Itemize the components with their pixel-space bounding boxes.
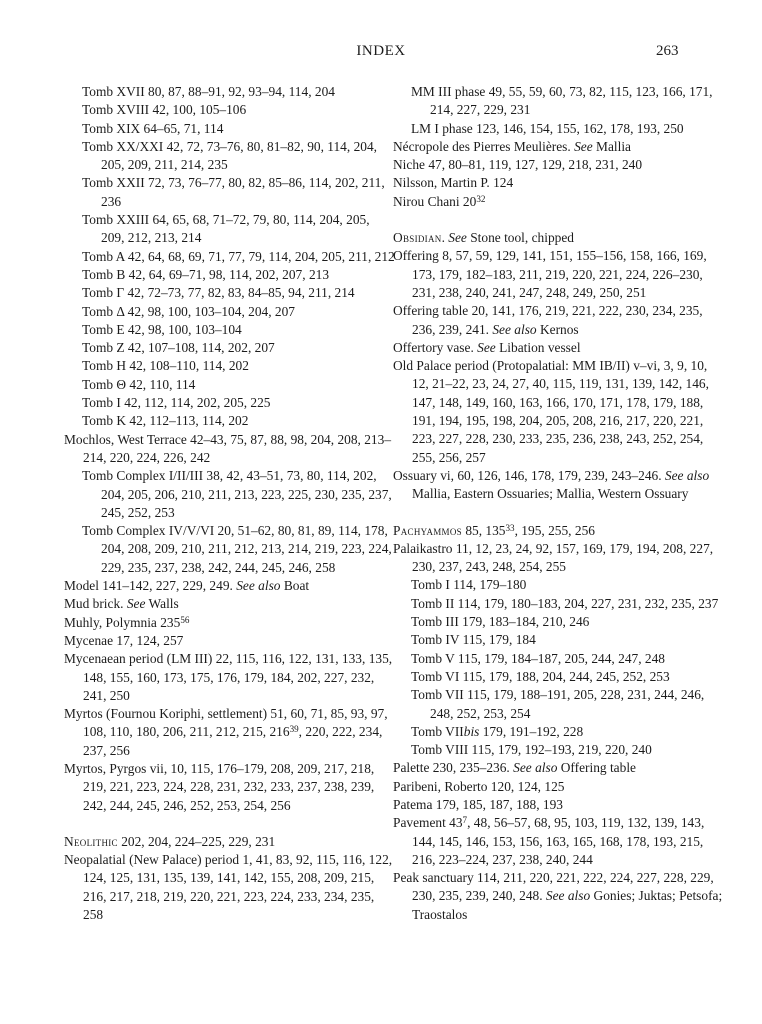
entry-text: Mud brick. (64, 596, 127, 612)
entry-text: 202, 204, 224–225, 229, 231 (117, 833, 276, 849)
entry-text: Tomb Complex I/II/III 38, 42, 43–51, 73, 80, 114, 202, 204, 205, 206, 210, 211, 213, 223, 225, 230, 235, 237, 245, 252, 253 (82, 468, 392, 520)
index-entry (393, 522, 725, 540)
index-entry (393, 229, 725, 247)
cross-reference-target: Boat (280, 578, 310, 594)
index-entry (64, 760, 396, 815)
index-subentry (64, 522, 396, 577)
entry-text: Mycenae 17, 124, 257 (64, 632, 184, 648)
entry-text: Neopalatial (New Palace) period 1, 41, 83, 92, 115, 116, 122, 124, 125, 131, 135, 139, 141, 142, 155, 208, 209, 215, 216, 217, 218, 219, 220, 221, 223, 224, 233, 234, 235, 258 (64, 852, 393, 923)
cross-reference-target: Kernos (536, 321, 579, 337)
entry-text: Tomb II 114, 179, 180–183, 204, 227, 231, 232, 235, 237 (411, 595, 719, 611)
entry-text: LM I phase 123, 146, 154, 155, 162, 178, 193, 250 (411, 120, 684, 136)
cross-reference-target: Offering table (557, 760, 636, 776)
entry-text: Tomb XVII 80, 87, 88–91, 92, 93–94, 114, 204 (82, 84, 335, 99)
index-column-right (393, 83, 725, 924)
index-entry (393, 174, 725, 192)
entry-text: Tomb IV 115, 179, 184 (411, 632, 536, 648)
index-entry (393, 796, 725, 814)
cross-reference-label: See (477, 339, 496, 355)
entry-text-continued: , 48, 56–57, 68, 95, 103, 119, 132, 139, 143, 144, 145, 146, 153, 156, 163, 165, 168, 178, 193, 215, 216, 223–224, 237, 238, 240, 244 (412, 815, 705, 867)
entry-text: Tomb XX/XXI 42, 72, 73–76, 80, 81–82, 90, 114, 204, 205, 209, 211, 214, 235 (82, 138, 378, 173)
index-entry (64, 833, 396, 851)
running-head: INDEX (356, 43, 406, 59)
entry-text: Mochlos, West Terrace 42–43, 75, 87, 88, 98, 204, 208, 213–214, 220, 224, 226, 242 (64, 431, 392, 465)
entry-text: Tomb Complex IV/V/VI 20, 51–62, 80, 81, 89, 114, 178, 204, 208, 209, 210, 211, 212, 213, 214, 219, 223, 224, 229, 235, 237, 238, 242, 244, 245, 246, 258 (82, 523, 392, 575)
index-subentry (64, 83, 396, 101)
index-subentry (393, 668, 725, 686)
index-subentry (393, 686, 725, 723)
entry-text: Myrtos, Pyrgos vii, 10, 115, 176–179, 208, 209, 217, 218, 219, 221, 223, 224, 228, 231, 232, 233, 237, 238, 239, 242, 244, 245, 246, 252, 253, 254, 256 (64, 760, 375, 813)
entry-text: Tomb VIII 115, 179, 192–193, 219, 220, 240 (411, 742, 652, 758)
index-entry (64, 705, 396, 760)
entry-text: Palaikastro 11, 12, 23, 24, 92, 157, 169, 179, 194, 208, 227, 230, 237, 243, 248, 254, 255 (393, 540, 714, 575)
index-subentry (64, 303, 396, 321)
entry-text: Old Palace period (Protopalatial: MM IB/II) v–vi, 3, 9, 10, 12, 21–22, 23, 24, 27, 40, 115, 119, 131, 139, 142, 146, 147, 148, 149, 160, 163, 166, 170, 171, 178, 179, 188, 191, 194, 195, 198, 204, 205, 208, 216, 217, 220, 221, 223, 227, 228, 230, 233, 235, 236, 238, 243, 252, 254, 255, 256, 257 (393, 358, 709, 465)
entry-text: Nilsson, Martin P. 124 (393, 175, 514, 191)
entry-text: Tomb E 42, 98, 100, 103–104 (82, 321, 242, 337)
cross-reference-label: See also (664, 467, 710, 483)
index-entry (393, 778, 725, 796)
entry-text: Tomb A 42, 64, 68, 69, 71, 77, 79, 114, 204, 205, 211, 212 (82, 248, 395, 264)
entry-text: Tomb VI 115, 179, 188, 204, 244, 245, 252, 253 (411, 668, 670, 684)
index-entry (393, 339, 725, 357)
footnote-ref: 7 (462, 815, 468, 826)
cross-reference-target: Gonies; Juktas; Petsofa; Traostalos (412, 888, 723, 922)
entry-text: Tomb Γ 42, 72–73, 77, 82, 83, 84–85, 94, 211, 214 (82, 285, 355, 301)
index-entry (393, 156, 725, 174)
index-subentry (64, 412, 396, 430)
entry-text: Tomb VII (411, 723, 464, 739)
entry-text-continued: 179, 191–192, 228 (479, 723, 584, 739)
index-entry (393, 138, 725, 156)
index-entry (64, 851, 396, 924)
index-subentry (393, 613, 725, 631)
entry-text: Tomb III 179, 183–184, 210, 246 (411, 614, 590, 630)
cross-reference-label: See also (545, 888, 591, 904)
entry-text: Mycenaean period (LM III) 22, 115, 116, 122, 131, 133, 135, 148, 155, 160, 173, 175, 176, 179, 184, 202, 227, 232, 241, 250 (64, 651, 393, 703)
page-number: 263 (656, 43, 679, 59)
entry-text: Tomb XVIII 42, 100, 105–106 (82, 102, 247, 118)
cross-reference-label: See also (513, 760, 558, 776)
entry-text: Paribeni, Roberto 120, 124, 125 (393, 778, 565, 794)
entry-text: Tomb VII 115, 179, 188–191, 205, 228, 231, 244, 246, 248, 252, 253, 254 (411, 687, 705, 721)
index-subentry (393, 576, 725, 594)
cross-reference-label: See (448, 230, 467, 246)
footnote-ref: 56 (180, 614, 190, 625)
index-subentry (64, 394, 396, 412)
entry-text: Tomb H 42, 108–110, 114, 202 (82, 358, 249, 374)
index-column-left (64, 83, 396, 924)
index-subentry (393, 595, 725, 613)
index-subentry (64, 321, 396, 339)
index-entry (393, 247, 725, 302)
index-entry (64, 577, 396, 595)
index-heading-smallcaps: Obsidian (393, 230, 442, 246)
entry-text: Patema 179, 185, 187, 188, 193 (393, 796, 563, 812)
entry-text: Tomb K 42, 112–113, 114, 202 (82, 413, 249, 429)
entry-text: Tomb I 42, 112, 114, 202, 205, 225 (82, 395, 271, 411)
cross-reference-label: See (574, 138, 593, 154)
cross-reference-target: Mallia (592, 138, 631, 154)
entry-text: Tomb Δ 42, 98, 100, 103–104, 204, 207 (82, 303, 296, 319)
entry-text: Pavement 43 (393, 815, 463, 831)
index-subentry (393, 723, 725, 741)
page-header (0, 43, 762, 65)
entry-text: Tomb XXIII 64, 65, 68, 71–72, 79, 80, 114, 204, 205, 209, 212, 213, 214 (82, 212, 370, 246)
index-subentry (393, 631, 725, 649)
entry-text: Tomb B 42, 64, 69–71, 98, 114, 202, 207, 213 (82, 266, 330, 282)
index-subentry (64, 376, 396, 394)
index-entry (393, 467, 725, 504)
index-entry (393, 759, 725, 777)
entry-text: Ossuary vi, 60, 126, 146, 178, 179, 239, 243–246. (393, 467, 665, 483)
cross-reference-label: See also (492, 321, 537, 337)
entry-text: Offering table 20, 141, 176, 219, 221, 222, 230, 234, 235, 236, 239, 241. (393, 303, 703, 337)
entry-text: Tomb I 114, 179–180 (411, 577, 527, 593)
entry-text: Tomb XXII 72, 73, 76–77, 80, 82, 85–86, 114, 202, 211, 236 (82, 175, 385, 209)
footnote-ref: 32 (476, 193, 486, 204)
index-entry (64, 431, 396, 468)
index-subentry (64, 120, 396, 138)
index-entry (64, 595, 396, 613)
entry-text-continued: , 195, 255, 256 (514, 522, 595, 538)
entry-italic: bis (463, 723, 480, 739)
index-heading-smallcaps: Pachyammos (393, 522, 462, 538)
index-entry (64, 632, 396, 650)
footnote-ref: 33 (505, 522, 515, 533)
cross-reference-target: Stone tool, chipped (466, 230, 574, 246)
index-subentry (64, 357, 396, 375)
index-subentry (64, 266, 396, 284)
footnote-ref: 39 (289, 724, 299, 735)
index-subentry (64, 101, 396, 119)
index-subentry (64, 138, 396, 175)
index-entry (393, 357, 725, 467)
cross-reference-label: See also (236, 578, 281, 594)
cross-reference-label: See (126, 596, 146, 612)
entry-text: Model 141–142, 227, 229, 249. (64, 578, 237, 594)
index-entry (64, 614, 396, 632)
entry-text: MM III phase 49, 55, 59, 60, 73, 82, 115, 123, 166, 171, 214, 227, 229, 231 (411, 84, 713, 118)
index-subentry (64, 339, 396, 357)
entry-text: Tomb XIX 64–65, 71, 114 (82, 120, 224, 136)
index-entry (393, 814, 725, 869)
index-subentry (64, 211, 396, 248)
entry-text: Tomb Z 42, 107–108, 114, 202, 207 (82, 340, 275, 356)
index-entry (393, 193, 725, 211)
entry-text: Palette 230, 235–236. (393, 760, 514, 776)
entry-text: . (441, 230, 449, 246)
index-entry (393, 540, 725, 577)
entry-text: Nécropole des Pierres Meulières. (393, 138, 575, 154)
index-subentry (64, 248, 396, 266)
cross-reference-target: Walls (145, 596, 179, 612)
entry-text: Offertory vase. (393, 339, 478, 355)
entry-text: Peak sanctuary 114, 211, 220, 221, 222, 224, 227, 228, 229, 230, 235, 239, 240, 248. (393, 870, 714, 904)
index-subentry (393, 741, 725, 759)
index-entry (64, 650, 396, 705)
entry-text: Nirou Chani 20 (393, 193, 477, 209)
entry-text: Muhly, Polymnia 235 (64, 614, 181, 630)
entry-text: Niche 47, 80–81, 119, 127, 129, 218, 231, 240 (393, 157, 643, 173)
entry-text: 85, 135 (461, 522, 506, 538)
entry-text: Tomb Θ 42, 110, 114 (82, 376, 196, 392)
index-entry (393, 302, 725, 339)
index-subentry (393, 120, 725, 138)
entry-text: Myrtos (Fournou Koriphi, settlement) 51, 60, 71, 85, 93, 97, 108, 110, 180, 206, 211, 212, 215, 216 (64, 706, 388, 740)
index-entry (393, 869, 725, 924)
index-subentry (64, 284, 396, 302)
entry-text-continued: , 220, 222, 234, 237, 256 (83, 724, 383, 758)
cross-reference-target: Mallia, Eastern Ossuaries; Mallia, Western Ossuary (412, 486, 689, 502)
cross-reference-target: Libation vessel (495, 339, 581, 355)
index-subentry (393, 650, 725, 668)
entry-text: Tomb V 115, 179, 184–187, 205, 244, 247, 248 (411, 650, 665, 666)
index-subentry (64, 174, 396, 211)
index-subentry (393, 83, 725, 120)
index-heading-smallcaps: Neolithic (64, 833, 118, 849)
entry-text: Offering 8, 57, 59, 129, 141, 151, 155–156, 158, 166, 169, 173, 179, 182–183, 211, 219, 220, 221, 224, 226–230, 231, 238, 240, 241, 247, 248, 249, 250, 251 (393, 248, 707, 300)
index-subentry (64, 467, 396, 522)
